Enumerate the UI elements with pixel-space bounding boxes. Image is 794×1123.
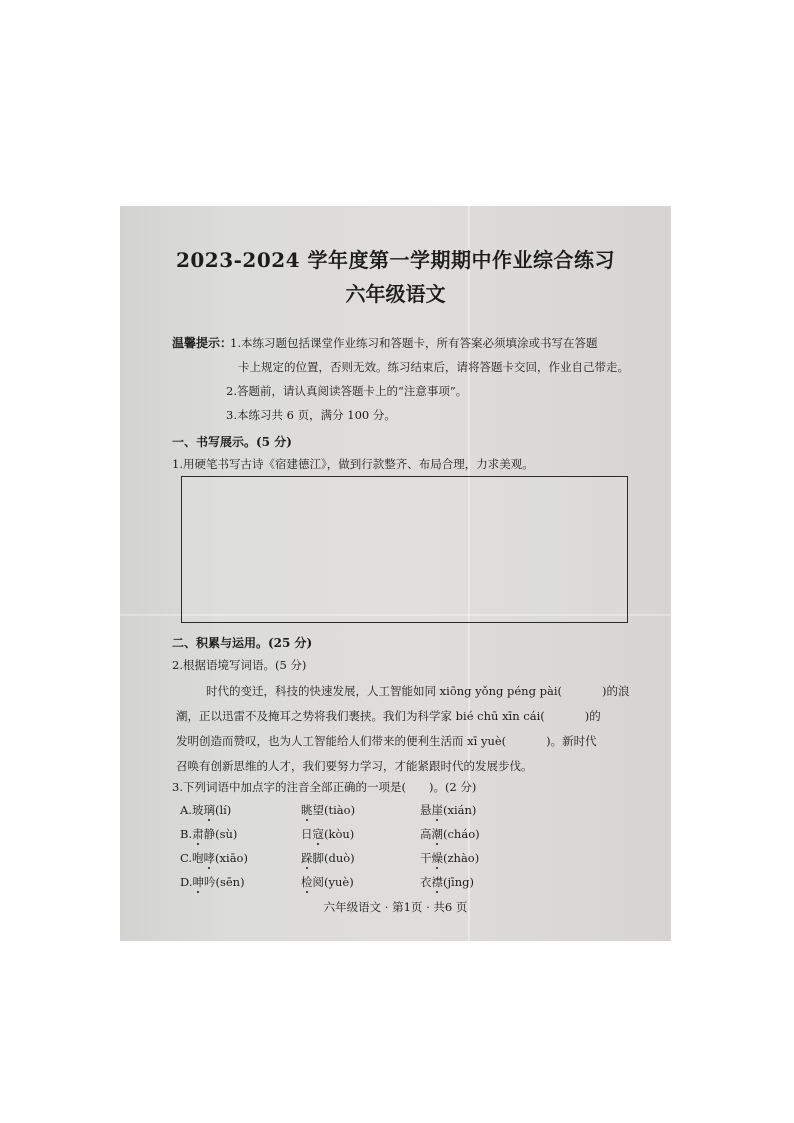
- option-b-word-2: 日寇(kòu): [301, 827, 355, 841]
- option-c-word-2: 跺脚(duò): [301, 851, 355, 865]
- page-footer: 六年级语文 · 第1页 · 共6 页: [323, 900, 468, 914]
- section-2-heading: 二、积累与运用。(25 分): [172, 636, 313, 650]
- tip-line-1: 1.本练习题包括课堂作业练习和答题卡，所有答案必须填涂或书写在答题: [230, 336, 598, 350]
- exam-paper: [120, 206, 671, 941]
- tip-line-3: 2.答题前，请认真阅读答题卡上的“注意事项”。: [226, 384, 468, 398]
- question-2-prompt: 2.根据语境写词语。(5 分): [172, 658, 307, 672]
- question-3-prompt: 3.下列词语中加点字的注音全部正确的一项是( )。(2 分): [172, 780, 477, 794]
- exam-subtitle: 六年级语文: [345, 282, 446, 306]
- tips-label: 温馨提示：: [172, 336, 233, 350]
- exam-title: 2023-2024 学年度第一学期期中作业综合练习: [175, 248, 616, 272]
- section-1-heading: 一、书写展示。(5 分): [172, 435, 292, 449]
- tip-line-2: 卡上规定的位置，否则无效。练习结束后，请将答题卡交回，作业自己带走。: [238, 360, 629, 374]
- tip-line-4: 3.本练习共 6 页，满分 100 分。: [226, 408, 396, 422]
- question-2-line-4: 召唤有创新思维的人才，我们要努力学习，才能紧跟时代的发展步伐。: [176, 759, 533, 773]
- question-2-line-3: 发明创造而赞叹，也为人工智能给人们带来的便利生活而 xī yuè( )。新时代: [176, 734, 597, 748]
- question-2-line-2: 潮，正以迅雷不及掩耳之势将我们裹挟。我们为科学家 bié chū xīn cái( )的: [176, 709, 601, 723]
- option-b-word-3: 高潮(cháo): [420, 827, 480, 841]
- handwriting-answer-box[interactable]: [181, 476, 628, 623]
- option-a-word-2: 眺望(tiào): [301, 803, 356, 817]
- option-b-word-1: B.肃静(sù): [180, 827, 238, 841]
- question-2-line-1: 时代的变迁，科技的快速发展，人工智能如同 xiōng yǒng péng pài( )的浪: [206, 684, 630, 698]
- option-d-word-1: D.呻吟(sēn): [180, 875, 245, 889]
- option-d-word-3: 衣襟(jīng): [420, 875, 474, 889]
- option-c-word-1: C.咆哮(xiāo): [180, 851, 248, 865]
- option-a-word-3: 悬崖(xián): [420, 803, 477, 817]
- option-c-word-3: 干燥(zhào): [420, 851, 480, 865]
- option-d-word-2: 检阅(yuè): [301, 875, 354, 889]
- question-1-prompt: 1.用硬笔书写古诗《宿建德江》，做到行款整齐、布局合理，力求美观。: [172, 457, 534, 471]
- option-a-word-1: A.玻璃(lí): [180, 803, 232, 817]
